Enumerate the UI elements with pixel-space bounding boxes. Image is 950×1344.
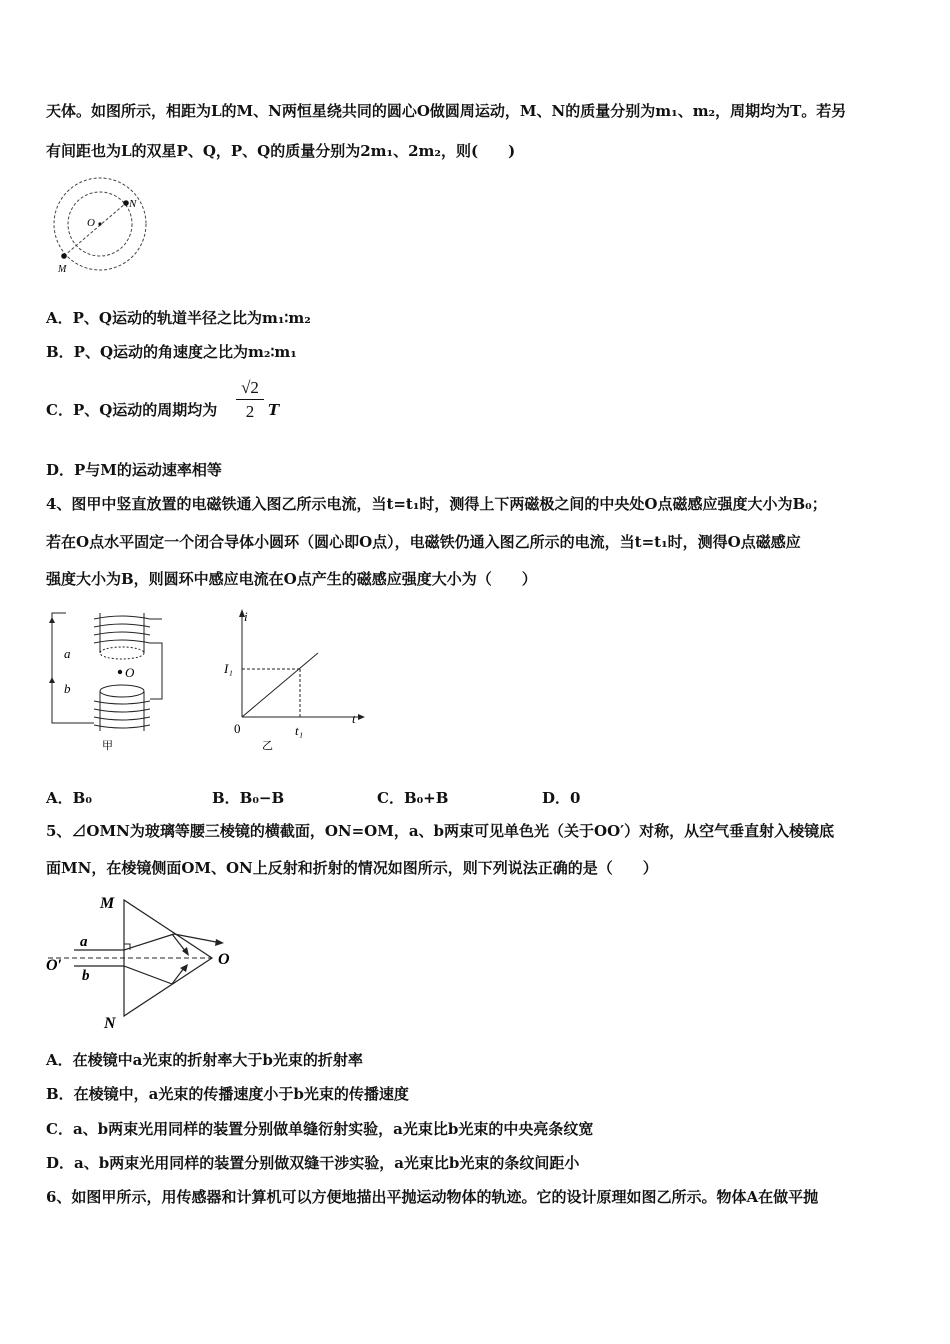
vertex-o-label: O: [218, 951, 230, 968]
fraction-numerator: √2: [241, 378, 259, 397]
q5-option-b: B．在棱镜中，a光束的传播速度小于b光束的传播速度: [46, 1085, 409, 1103]
caption-jia: 甲: [102, 740, 113, 751]
q5-option-c: C．a、b两束光用同样的装置分别做单缝衍射实验，a光束比b光束的中央亮条纹宽: [46, 1120, 594, 1138]
q5-option-a: A．在棱镜中a光束的折射率大于b光束的折射率: [46, 1051, 363, 1069]
point-o-prime-label: O′: [46, 957, 63, 974]
star-n-label: N: [129, 198, 137, 210]
binary-star-figure: [48, 174, 158, 278]
tick-t1-label: t₁: [295, 723, 304, 738]
q4-stem-line-2: 若在O点水平固定一个闭合导体小圆环（圆心即O点），电磁铁仍通入图乙所示的电流，当t=t₁时，测得O点磁感应: [46, 533, 801, 551]
fraction-bar: [236, 399, 264, 400]
q3-option-a: A．P、Q运动的轨道半径之比为m₁∶m₂: [46, 309, 311, 327]
axis-i-label: i: [244, 609, 248, 624]
q3-option-b: B．P、Q运动的角速度之比为m₂∶m₁: [46, 343, 297, 361]
electromagnet-figure-jia: [46, 603, 176, 751]
q4-stem-line-1: 4、图甲中竖直放置的电磁铁通入图乙所示电流，当t=t₁时，测得上下两磁极之间的中央处O点磁感应强度大小为B₀；: [46, 495, 827, 513]
point-o-label: O: [125, 665, 135, 680]
q4-option-b: B．B₀−B: [212, 789, 285, 807]
tick-i1-label: I₁: [224, 661, 233, 676]
q5-stem-line-1: 5、⊿OMN为玻璃等腰三棱镜的横截面，ON=OM，a、b两束可见单色光（关于OO′）对称，从空气垂直射入棱镜底: [46, 822, 835, 840]
beam-b-label: b: [82, 968, 90, 984]
q4-stem-line-3: 强度大小为B，则圆环中感应电流在O点产生的磁感应强度大小为（ ）: [46, 570, 537, 588]
q3-stem-line-2: 有间距也为L的双星P、Q，P、Q的质量分别为2m₁、2m₂，则( ): [46, 142, 516, 160]
origin-label: 0: [234, 721, 241, 736]
q6-stem-line-1: 6、如图甲所示，用传感器和计算机可以方便地描出平抛运动物体的轨迹。它的设计原理如图乙所示。物体A在做平抛: [46, 1188, 819, 1206]
prism-figure: [44, 888, 244, 1032]
q4-option-d: D．0: [542, 789, 581, 807]
q5-stem-line-2: 面MN，在棱镜侧面OM、ON上反射和折射的情况如图所示，则下列说法正确的是（ ）: [46, 859, 658, 877]
fraction-denominator: 2: [245, 402, 255, 421]
q3-stem-line-1: 天体。如图所示，相距为L的M、N两恒星绕共同的圆心O做圆周运动，M、N的质量分别为m₁、m₂，周期均为T。若另: [46, 102, 847, 120]
q4-option-a: A．B₀: [46, 789, 92, 807]
axis-t-label: t: [352, 711, 356, 726]
current-graph-yi: [220, 603, 370, 751]
center-o-label: O: [87, 217, 95, 229]
q3-option-d: D．P与M的运动速率相等: [46, 461, 222, 479]
star-m-label: M: [58, 264, 67, 275]
caption-yi: 乙: [262, 740, 273, 751]
beam-a-label: a: [80, 934, 88, 950]
coil-b-label: b: [64, 681, 71, 696]
vertex-m-label: M: [100, 895, 115, 912]
q5-option-d: D．a、b两束光用同样的装置分别做双缝干涉实验，a光束比b光束的条纹间距小: [46, 1154, 580, 1172]
vertex-n-label: N: [104, 1015, 116, 1032]
q4-option-c: C．B₀+B: [377, 789, 449, 807]
coil-a-label: a: [64, 646, 71, 661]
